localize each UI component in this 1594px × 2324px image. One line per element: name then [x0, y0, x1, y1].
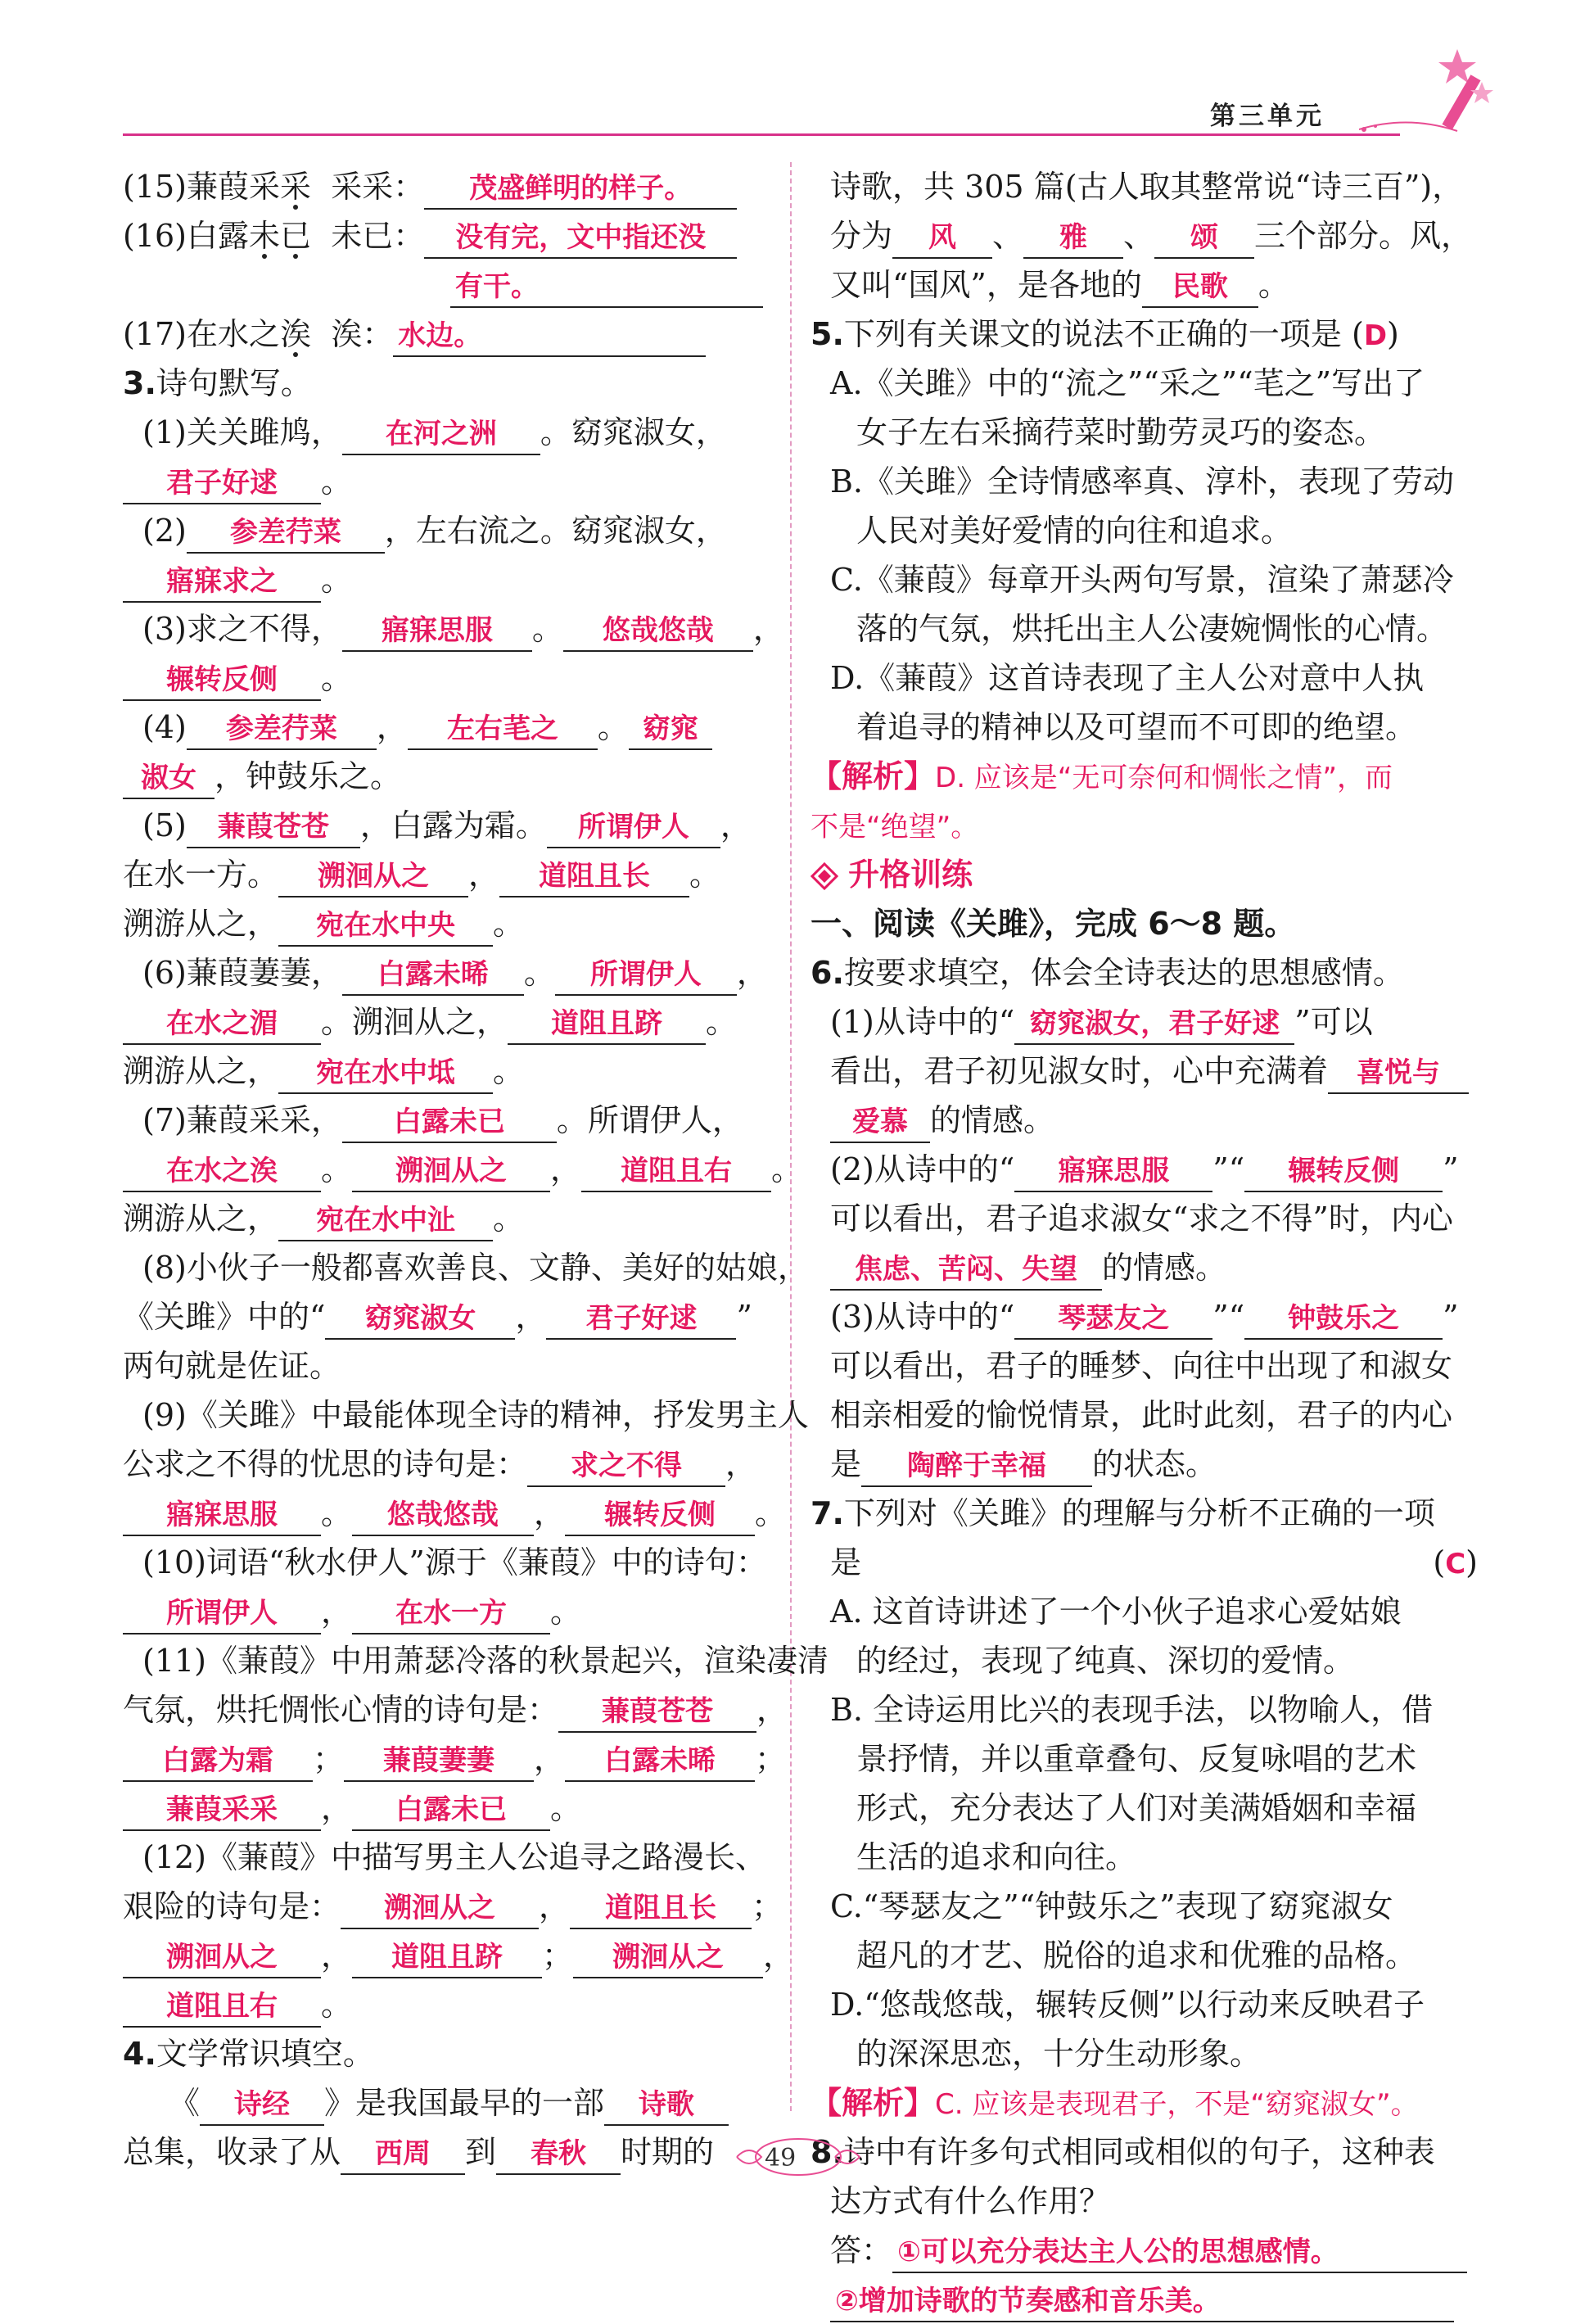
answer-blank[interactable]: 水边。	[393, 316, 706, 357]
answer-blank[interactable]: 琴瑟友之	[1014, 1299, 1212, 1340]
unit-title: 第三单元	[1210, 102, 1325, 131]
answer-blank[interactable]: 在河之洲	[342, 414, 540, 455]
page-footer	[0, 2129, 1594, 2211]
answer-choice[interactable]: D	[1363, 319, 1388, 352]
answer-blank[interactable]: 西周	[341, 2134, 465, 2175]
answer-blank[interactable]: 宛在水中央	[278, 906, 493, 947]
diamond-icon	[811, 862, 838, 890]
answer-blank[interactable]: 白露未晞	[565, 1741, 755, 1782]
answer-blank[interactable]: 求之不得	[527, 1446, 725, 1487]
answer-blank[interactable]: 蒹葭萋萋	[344, 1741, 534, 1782]
analysis-7: 【解析】C. 应该是表现君子，不是“窈窕淑女”。	[811, 2085, 1419, 2121]
q16: (16)白露未已 未已： 没有完，文中指还没	[123, 211, 761, 260]
answer-blank[interactable]: 在水一方	[352, 1594, 550, 1634]
answer-blank[interactable]: 喜悦与	[1328, 1053, 1469, 1094]
q5: 5.下列有关课文的说法不正确的一项是 (D)	[811, 316, 1399, 352]
answer-blank[interactable]: 白露未晞	[342, 955, 524, 996]
answer-blank[interactable]: 溯洄从之	[123, 1937, 321, 1978]
answer-blank[interactable]: 窈窕淑女，君子好逑	[1014, 1004, 1294, 1045]
right-column: 诗歌，共 305 篇(古人取其整常说“诗三百”)， 分为 风 、 雅 、 颂 三个部分。风， 又叫“国风”，是各地的 民歌 。 5.下列有关课文的说法不正确的一项是 (D) A.《关雎》中的“流之”“采之”“芼之”写出了 女子左右采摘荇菜时勤劳灵巧的姿态。 B.《关雎》全诗情感率真、淳朴，表现了劳动 人民对美好爱情的向往和追求。 C.《蒹葭》每章开头两句写景，渲染了萧瑟冷 落的气氛，烘托出主人公凄婉惆怅的心情。 D.《蒹葭》这首诗表现了主人公对意中人执 着追寻的精神以及可望而不可即的绝望。 【解析】D. 应该是“无可奈何和惆怅之情”，而 不是“绝望”。 升格训练 一、阅读《关雎》，完成 6～8 题。 6.按要求填空，体会全诗表达的思想感情。 (1)从诗中的“ 窈窕淑女，君子好逑 ”可以 看出，君子初见淑女时，心中充满着 喜悦与 爱慕 的情感。 (2)从诗中的“ 寤寐思服 ”“ 辗转反侧 ” 可以看出，君子追求淑女“求之不得”时，内心 焦虑、苦闷、失望 的情感。 (3)从诗中的“ 琴瑟友之 ”“ 钟鼓乐之 ” 可以看出，君子的睡梦、向往中出现了和淑女 相亲相爱的愉悦情景，此时此刻，君子的内心 是 陶醉于幸福 的状态。 7.下列对《关雎》的理解与分析不正确的一项 是 (C) A. 这首诗讲述了一个小伙子追求心爱姑娘 的经过，表现了纯真、深切的爱情。 B. 全诗运用比兴的表现手法，以物喻人，借 景抒情，并以重章叠句、反复咏唱的艺术 形式，充分表达了人们对美满婚姻和幸福 生活的追求和向往。 C.“琴瑟友之”“钟鼓乐之”表现了窈窕淑女 超凡的才艺、脱俗的追求和优雅的品格。 D.“悠哉悠哉，辗转反侧”以行动来反映君子 的深深思恋，十分生动形象。 【解析】C. 应该是表现君子，不是“窈窕淑女”。 8.诗中有许多句式相同或相似的句子，这种表 达方式有什么作用？ 答： ①可以充分表达主人公的思想感情。 ②增加诗歌的节奏感和音乐美。	[811, 162, 1478, 2324]
answer-blank[interactable]: 诗经	[200, 2085, 324, 2126]
answer-blank[interactable]: 道阻且长	[499, 857, 689, 897]
answer-blank[interactable]: 颂	[1154, 218, 1254, 259]
answer-blank[interactable]: 白露未已	[352, 1790, 550, 1831]
answer-blank[interactable]: 白露未已	[342, 1102, 557, 1143]
answer-blank[interactable]: 春秋	[496, 2134, 621, 2175]
answer-blank[interactable]: 没有完，文中指还没	[424, 218, 737, 259]
answer-blank[interactable]: 所谓伊人	[123, 1594, 321, 1634]
part-1-title: 一、阅读《关雎》，完成 6～8 题。	[811, 906, 1296, 942]
answer-blank[interactable]: 道阻且右	[581, 1151, 771, 1192]
answer-blank[interactable]: 溯洄从之	[341, 1888, 539, 1929]
answer-blank[interactable]: 钟鼓乐之	[1244, 1299, 1443, 1340]
answer-blank[interactable]: 陶醉于幸福	[861, 1446, 1092, 1487]
answer-blank[interactable]: 参差荇菜	[187, 709, 377, 750]
analysis-5: 【解析】D. 应该是“无可奈何和惆怅之情”，而	[811, 758, 1393, 794]
section-upgrade-training: 升格训练	[811, 850, 1478, 899]
answer-blank[interactable]: 道阻且右	[123, 1987, 321, 2028]
answer-blank[interactable]: 爱慕	[830, 1102, 930, 1143]
answer-blank[interactable]: 寤寐求之	[123, 562, 321, 603]
answer-blank[interactable]: 参差荇菜	[187, 513, 385, 554]
section-4-title: 4.文学常识填空。	[123, 2036, 374, 2072]
page-number: 49	[765, 2144, 797, 2173]
answer-blank[interactable]: 焦虑、苦闷、失望	[830, 1250, 1102, 1291]
answer-blank[interactable]: 寤寐思服	[1014, 1151, 1212, 1192]
answer-blank[interactable]: 悠哉悠哉	[352, 1495, 534, 1536]
answer-blank[interactable]: 所谓伊人	[555, 955, 737, 996]
header-rule	[123, 133, 1400, 136]
answer-blank[interactable]: 道阻且长	[570, 1888, 752, 1929]
answer-blank[interactable]: 淑女	[123, 758, 214, 799]
answer-blank[interactable]: 窈窕	[629, 709, 712, 750]
answer-blank[interactable]: 茂盛鲜明的样子。	[424, 169, 737, 210]
answer-blank[interactable]: 道阻且跻	[508, 1004, 706, 1045]
page-header	[0, 0, 1594, 156]
answer-choice[interactable]: C	[1445, 1548, 1466, 1580]
answer-blank[interactable]: 窈窕淑女	[325, 1299, 515, 1340]
q8: 8.诗中有许多句式相同或相似的句子，这种表	[811, 2134, 1435, 2170]
answer-blank[interactable]: 辗转反侧	[565, 1495, 755, 1536]
answer-blank[interactable]: 辗转反侧	[1244, 1151, 1443, 1192]
page-number-ornament-icon	[720, 2129, 876, 2186]
answer-blank[interactable]: 寤寐思服	[342, 611, 532, 652]
answer-blank[interactable]: 白露为霜	[123, 1741, 313, 1782]
answer-blank[interactable]: 寤寐思服	[123, 1495, 321, 1536]
answer-blank[interactable]: 君子好逑	[546, 1299, 736, 1340]
answer-blank[interactable]: 溯洄从之	[278, 857, 468, 897]
answer-blank[interactable]: 宛在水中坻	[278, 1053, 493, 1094]
answer-blank[interactable]: 溯洄从之	[352, 1151, 550, 1192]
answer-blank[interactable]: 在水之湄	[123, 1004, 321, 1045]
answer-blank[interactable]: 溯洄从之	[573, 1937, 763, 1978]
answer-blank[interactable]: 蒹葭苍苍	[187, 807, 360, 848]
answer-blank[interactable]: 有干。	[450, 267, 763, 308]
answer-blank[interactable]: 民歌	[1142, 267, 1258, 308]
q15: (15)蒹葭采采 采采： 茂盛鲜明的样子。	[123, 162, 761, 211]
answer-blank[interactable]: 君子好逑	[123, 463, 321, 504]
q7: 7.下列对《关雎》的理解与分析不正确的一项	[811, 1495, 1435, 1531]
q17: (17)在水之涘 涘： 水边。	[123, 310, 761, 359]
answer-blank[interactable]: ①可以充分表达主人公的思想感情。	[892, 2232, 1467, 2273]
answer-blank[interactable]: 所谓伊人	[547, 807, 720, 848]
answer-blank[interactable]: 风	[892, 218, 992, 259]
answer-blank[interactable]: 雅	[1023, 218, 1123, 259]
answer-blank[interactable]: 悠哉悠哉	[563, 611, 753, 652]
answer-blank[interactable]: 蒹葭苍苍	[558, 1692, 756, 1733]
section-3-title: 3.诗句默写。	[123, 365, 312, 401]
pen-star-decoration-icon	[1359, 33, 1498, 156]
answer-blank[interactable]: ②增加诗歌的节奏感和音乐美。	[830, 2281, 1454, 2322]
column-divider	[790, 162, 792, 2111]
answer-blank[interactable]: 宛在水中沚	[278, 1200, 493, 1241]
answer-blank[interactable]: 诗歌	[604, 2085, 729, 2126]
answer-blank[interactable]: 道阻且跻	[352, 1937, 542, 1978]
answer-blank[interactable]: 在水之涘	[123, 1151, 321, 1192]
left-column: (15)蒹葭采采 采采： 茂盛鲜明的样子。 (16)白露未已 未已： 没有完，文中指还没 有干。 (17)在水之涘 涘： 水边。 3.诗句默写。 (1)关关雎鸠， 在河之洲 。窈窕淑女， 君子好逑 。 (2) 参差荇菜 ，左右流之。窈窕淑女， 寤寐求之 。 (3)求之不得， 寤寐思服 。 悠哉悠哉 ， 辗转反侧 。 (4) 参差荇菜 ， 左右芼之 。 窈窕 淑女 ，钟鼓乐之。 (5) 蒹葭苍苍 ，白露为霜。 所谓伊人 ， 在水一方。 溯洄从之 ， 道阻且长 。 溯游从之， 宛在水中央 。 (6)蒹葭萋萋， 白露未晞 。 所谓伊人 ， 在水之湄 。溯洄从之， 道阻且跻 。 溯游从之， 宛在水中坻 。 (7)蒹葭采采， 白露未已 。所谓伊人， 在水之涘 。 溯洄从之 ， 道阻且右 。 溯游从之， 宛在水中沚 。 (8)小伙子一般都喜欢善良、文静、美好的姑娘， 《关雎》中的“ 窈窕淑女 ， 君子好逑 ” 两句就是佐证。 (9)《关雎》中最能体现全诗的精神，抒发男主人 公求之不得的忧思的诗句是： 求之不得 ， 寤寐思服 。 悠哉悠哉 ， 辗转反侧 。 (10)词语“秋水伊人”源于《蒹葭》中的诗句： 所谓伊人 ， 在水一方 。 (11)《蒹葭》中用萧瑟冷落的秋景起兴，渲染凄清 气氛，烘托惆怅心情的诗句是： 蒹葭苍苍 ， 白露为霜 ； 蒹葭萋萋 ， 白露未晞 ； 蒹葭采采 ， 白露未已 。 (12)《蒹葭》中描写男主人公追寻之路漫长、 艰险的诗句是： 溯洄从之 ， 道阻且长 ； 溯洄从之 ， 道阻且跻 ； 溯洄从之 ， 道阻且右 。 4.文学常识填空。 《 诗经 》是我国最早的一部 诗歌 总集，收录了从 西周 到 春秋 时期的	[123, 162, 761, 2177]
answer-blank[interactable]: 左右芼之	[408, 709, 598, 750]
q6: 6.按要求填空，体会全诗表达的思想感情。	[811, 955, 1404, 991]
answer-blank[interactable]: 辗转反侧	[123, 660, 321, 701]
answer-blank[interactable]: 蒹葭采采	[123, 1790, 321, 1831]
